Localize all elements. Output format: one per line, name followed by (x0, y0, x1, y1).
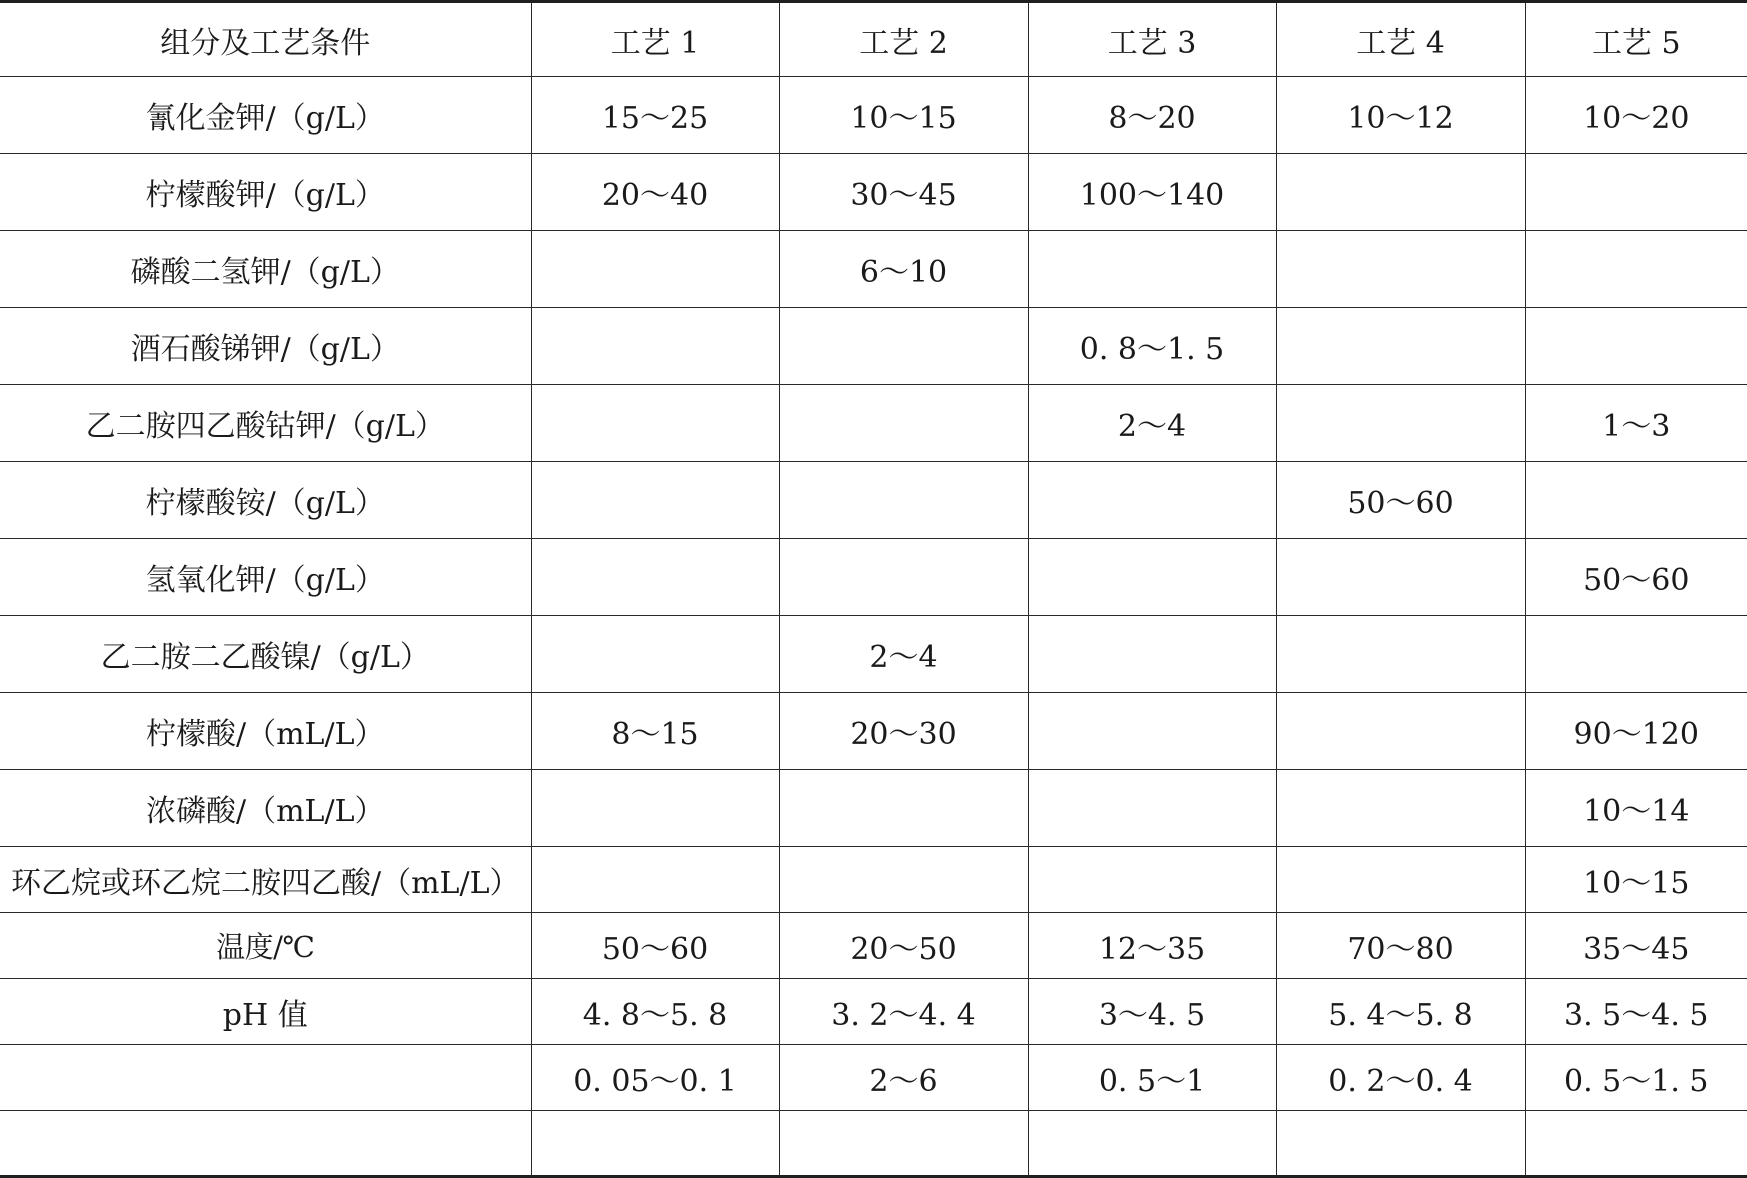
row-label: 柠檬酸钾/（g/L） (0, 154, 531, 231)
table-row (0, 308, 1747, 385)
table-cell: 2～4 (1028, 385, 1276, 462)
table-cell (1276, 770, 1525, 847)
table-cell: 12～35 (1028, 913, 1276, 979)
row-label: 磷酸二氢钾/（g/L） (0, 231, 531, 308)
table-cell: 10～20 (1525, 77, 1747, 154)
table-cell: 10～15 (1525, 847, 1747, 913)
table-cell (1276, 385, 1525, 462)
table-cell: 0. 5～1 (1028, 1045, 1276, 1111)
table-cell (1525, 1111, 1747, 1177)
table-cell: 5. 4～5. 8 (1276, 979, 1525, 1045)
table-row (0, 385, 1747, 462)
row-label: 乙二胺四乙酸钴钾/（g/L） (0, 385, 531, 462)
header-process-3: 工艺 3 (1028, 2, 1276, 77)
table-cell: 4. 8～5. 8 (531, 979, 779, 1045)
table-cell (1028, 770, 1276, 847)
table-cell (1028, 462, 1276, 539)
table-cell (531, 231, 779, 308)
table-cell (1028, 231, 1276, 308)
table-cell (1276, 693, 1525, 770)
table-cell (779, 385, 1028, 462)
table-cell (1525, 231, 1747, 308)
header-component: 组分及工艺条件 (0, 2, 531, 77)
header-row (0, 2, 1747, 77)
table-row (0, 462, 1747, 539)
table-cell (1276, 847, 1525, 913)
table-row (0, 847, 1747, 913)
table-cell (531, 1111, 779, 1177)
table-cell: 10～15 (779, 77, 1028, 154)
table-row (0, 616, 1747, 693)
row-label: pH 值 (0, 979, 531, 1045)
table-cell: 20～30 (779, 693, 1028, 770)
table-row (0, 77, 1747, 154)
table-cell (1028, 616, 1276, 693)
table-cell: 2～6 (779, 1045, 1028, 1111)
table-cell (779, 847, 1028, 913)
row-label: 氰化金钾/（g/L） (0, 77, 531, 154)
table-cell (779, 539, 1028, 616)
table-cell: 10～12 (1276, 77, 1525, 154)
table-cell: 0. 05～0. 1 (531, 1045, 779, 1111)
table-cell (531, 539, 779, 616)
table-cell (1525, 308, 1747, 385)
table-cell (531, 770, 779, 847)
table-row (0, 154, 1747, 231)
table-cell (1276, 539, 1525, 616)
row-label: 环乙烷或环乙烷二胺四乙酸/（mL/L） (0, 847, 531, 913)
table-cell (1525, 462, 1747, 539)
table-cell: 20～50 (779, 913, 1028, 979)
table-cell: 3. 5～4. 5 (1525, 979, 1747, 1045)
table-row (0, 770, 1747, 847)
table-cell: 90～120 (1525, 693, 1747, 770)
table-cell (531, 308, 779, 385)
table-cell (1276, 1111, 1525, 1177)
table-cell (1028, 1111, 1276, 1177)
header-process-2: 工艺 2 (779, 2, 1028, 77)
table-cell: 100～140 (1028, 154, 1276, 231)
table-cell (1525, 616, 1747, 693)
row-label (0, 1045, 531, 1111)
table-cell (779, 462, 1028, 539)
table-cell: 0. 5～1. 5 (1525, 1045, 1747, 1111)
row-label: 浓磷酸/（mL/L） (0, 770, 531, 847)
table-cell: 15～25 (531, 77, 779, 154)
table-cell (531, 462, 779, 539)
table-cell: 30～45 (779, 154, 1028, 231)
table-cell: 1～3 (1525, 385, 1747, 462)
table-cell (779, 308, 1028, 385)
header-process-5: 工艺 5 (1525, 2, 1747, 77)
row-label: 温度/℃ (0, 913, 531, 979)
row-label: 乙二胺二乙酸镍/（g/L） (0, 616, 531, 693)
table-cell: 10～14 (1525, 770, 1747, 847)
row-label: 氢氧化钾/（g/L） (0, 539, 531, 616)
table-row (0, 979, 1747, 1045)
table-cell (1276, 308, 1525, 385)
table-cell: 50～60 (531, 913, 779, 979)
table-cell (1028, 693, 1276, 770)
table-row (0, 913, 1747, 979)
table-cell (779, 1111, 1028, 1177)
table-row (0, 1045, 1747, 1111)
header-process-1: 工艺 1 (531, 2, 779, 77)
table-cell: 0. 8～1. 5 (1028, 308, 1276, 385)
table-cell (1276, 616, 1525, 693)
table-row (0, 1111, 1747, 1177)
header-process-4: 工艺 4 (1276, 2, 1525, 77)
table-cell: 3. 2～4. 4 (779, 979, 1028, 1045)
table-cell: 0. 2～0. 4 (1276, 1045, 1525, 1111)
table-cell: 35～45 (1525, 913, 1747, 979)
table-cell (531, 385, 779, 462)
table-row (0, 231, 1747, 308)
table-cell: 50～60 (1276, 462, 1525, 539)
table-cell: 20～40 (531, 154, 779, 231)
table-cell: 8～20 (1028, 77, 1276, 154)
table-cell: 3～4. 5 (1028, 979, 1276, 1045)
table-cell (1028, 847, 1276, 913)
table-cell (531, 616, 779, 693)
row-label: 柠檬酸/（mL/L） (0, 693, 531, 770)
row-label: 酒石酸锑钾/（g/L） (0, 308, 531, 385)
table-cell: 6～10 (779, 231, 1028, 308)
table-cell: 70～80 (1276, 913, 1525, 979)
row-label: 柠檬酸铵/（g/L） (0, 462, 531, 539)
table-row (0, 693, 1747, 770)
row-label (0, 1111, 531, 1177)
table-cell (531, 847, 779, 913)
table-cell (1028, 539, 1276, 616)
table-cell (1525, 154, 1747, 231)
table-row (0, 539, 1747, 616)
table-cell (779, 770, 1028, 847)
table-cell: 8～15 (531, 693, 779, 770)
table-cell: 2～4 (779, 616, 1028, 693)
table-cell (1276, 231, 1525, 308)
table-cell: 50～60 (1525, 539, 1747, 616)
table-cell (1276, 154, 1525, 231)
